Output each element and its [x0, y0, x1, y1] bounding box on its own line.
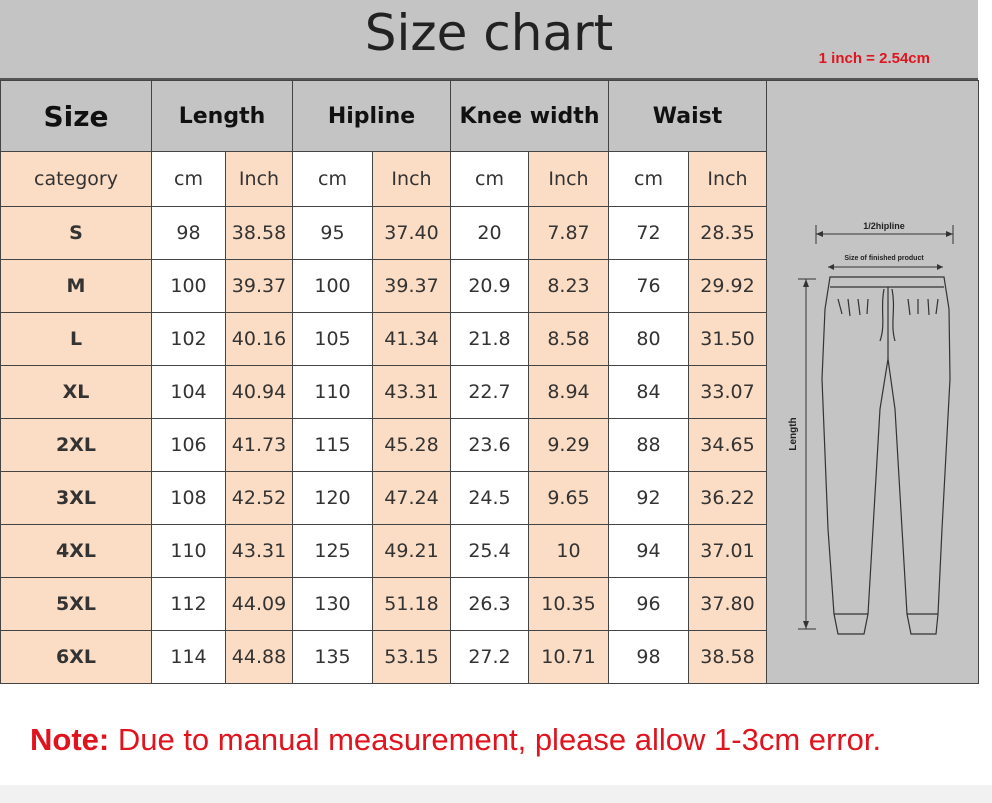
size-cell: 4XL — [1, 525, 152, 578]
size-cell: 3XL — [1, 472, 152, 525]
waist-cm-cell: 80 — [609, 313, 689, 366]
subheader-waist-inch: Inch — [689, 152, 767, 207]
length-cm-cell: 112 — [152, 578, 226, 631]
hip-cm-cell: 95 — [293, 207, 373, 260]
waist-inch-cell: 37.80 — [689, 578, 767, 631]
hip-cm-cell: 100 — [293, 260, 373, 313]
waist-cm-cell: 76 — [609, 260, 689, 313]
hip-cm-cell: 130 — [293, 578, 373, 631]
length-cm-cell: 108 — [152, 472, 226, 525]
length-inch-cell: 44.88 — [226, 631, 293, 684]
waist-inch-cell: 37.01 — [689, 525, 767, 578]
knee-inch-cell: 10 — [529, 525, 609, 578]
length-inch-cell: 42.52 — [226, 472, 293, 525]
subheader-waist-cm: cm — [609, 152, 689, 207]
note-label: Note: — [30, 722, 110, 757]
hip-cm-cell: 115 — [293, 419, 373, 472]
waist-cm-cell: 72 — [609, 207, 689, 260]
length-inch-cell: 40.16 — [226, 313, 293, 366]
header-size: Size — [1, 81, 152, 152]
knee-cm-cell: 23.6 — [451, 419, 529, 472]
hip-inch-cell: 49.21 — [373, 525, 451, 578]
waist-inch-cell: 34.65 — [689, 419, 767, 472]
size-cell: 2XL — [1, 419, 152, 472]
waist-cm-cell: 96 — [609, 578, 689, 631]
knee-cm-cell: 27.2 — [451, 631, 529, 684]
waist-cm-cell: 84 — [609, 366, 689, 419]
knee-cm-cell: 24.5 — [451, 472, 529, 525]
hip-inch-cell: 45.28 — [373, 419, 451, 472]
header-waist: Waist — [609, 81, 767, 152]
pants-diagram — [768, 109, 978, 649]
unit-conversion: 1 inch = 2.54cm — [818, 50, 930, 67]
hip-inch-cell: 37.40 — [373, 207, 451, 260]
waist-cm-cell: 88 — [609, 419, 689, 472]
knee-cm-cell: 21.8 — [451, 313, 529, 366]
length-label: Length — [787, 417, 799, 451]
length-cm-cell: 114 — [152, 631, 226, 684]
waist-inch-cell: 36.22 — [689, 472, 767, 525]
half-hipline-label: 1/2hipline — [862, 221, 905, 231]
knee-inch-cell: 7.87 — [529, 207, 609, 260]
knee-cm-cell: 20 — [451, 207, 529, 260]
subheader-knee-inch: Inch — [529, 152, 609, 207]
page-title: Size chart — [364, 4, 614, 62]
knee-inch-cell: 8.58 — [529, 313, 609, 366]
subheader-hip-inch: Inch — [373, 152, 451, 207]
waist-cm-cell: 94 — [609, 525, 689, 578]
length-inch-cell: 43.31 — [226, 525, 293, 578]
length-cm-cell: 98 — [152, 207, 226, 260]
waist-inch-cell: 38.58 — [689, 631, 767, 684]
knee-cm-cell: 26.3 — [451, 578, 529, 631]
hip-inch-cell: 51.18 — [373, 578, 451, 631]
knee-cm-cell: 20.9 — [451, 260, 529, 313]
header-length: Length — [152, 81, 293, 152]
hip-inch-cell: 47.24 — [373, 472, 451, 525]
title-bar — [0, 0, 978, 80]
waist-inch-cell: 31.50 — [689, 313, 767, 366]
knee-inch-cell: 8.23 — [529, 260, 609, 313]
length-inch-cell: 40.94 — [226, 366, 293, 419]
subheader-length-cm: cm — [152, 152, 226, 207]
size-cell: S — [1, 207, 152, 260]
header-knee-width: Knee width — [451, 81, 609, 152]
size-cell: 6XL — [1, 631, 152, 684]
size-cell: 5XL — [1, 578, 152, 631]
length-cm-cell: 106 — [152, 419, 226, 472]
pants-outline — [822, 277, 950, 634]
waist-inch-cell: 33.07 — [689, 366, 767, 419]
hip-cm-cell: 105 — [293, 313, 373, 366]
waist-cm-cell: 92 — [609, 472, 689, 525]
length-inch-cell: 38.58 — [226, 207, 293, 260]
knee-inch-cell: 10.71 — [529, 631, 609, 684]
hip-cm-cell: 110 — [293, 366, 373, 419]
length-cm-cell: 102 — [152, 313, 226, 366]
size-cell: XL — [1, 366, 152, 419]
hip-inch-cell: 43.31 — [373, 366, 451, 419]
bottom-strip — [0, 785, 992, 803]
knee-inch-cell: 9.29 — [529, 419, 609, 472]
size-table — [0, 80, 979, 684]
length-cm-cell: 100 — [152, 260, 226, 313]
hip-cm-cell: 135 — [293, 631, 373, 684]
header-hipline: Hipline — [293, 81, 451, 152]
size-cell: M — [1, 260, 152, 313]
length-inch-cell: 39.37 — [226, 260, 293, 313]
length-inch-cell: 41.73 — [226, 419, 293, 472]
hip-inch-cell: 41.34 — [373, 313, 451, 366]
knee-inch-cell: 10.35 — [529, 578, 609, 631]
hip-cm-cell: 125 — [293, 525, 373, 578]
waist-cm-cell: 98 — [609, 631, 689, 684]
waist-inch-cell: 29.92 — [689, 260, 767, 313]
subheader-length-inch: Inch — [226, 152, 293, 207]
knee-cm-cell: 25.4 — [451, 525, 529, 578]
hip-inch-cell: 53.15 — [373, 631, 451, 684]
knee-cm-cell: 22.7 — [451, 366, 529, 419]
measurement-note — [30, 722, 881, 758]
length-inch-cell: 44.09 — [226, 578, 293, 631]
subheader-knee-cm: cm — [451, 152, 529, 207]
finished-product-label: Size of finished product — [843, 255, 924, 262]
length-cm-cell: 110 — [152, 525, 226, 578]
subheader-category: category — [1, 152, 152, 207]
knee-inch-cell: 8.94 — [529, 366, 609, 419]
knee-inch-cell: 9.65 — [529, 472, 609, 525]
note-text: Due to manual measurement, please allow 1-3cm error. — [109, 722, 882, 757]
waist-inch-cell: 28.35 — [689, 207, 767, 260]
hip-cm-cell: 120 — [293, 472, 373, 525]
hip-inch-cell: 39.37 — [373, 260, 451, 313]
size-cell: L — [1, 313, 152, 366]
header-row — [1, 81, 979, 152]
pants-diagram-cell — [767, 81, 979, 684]
subheader-hip-cm: cm — [293, 152, 373, 207]
length-cm-cell: 104 — [152, 366, 226, 419]
